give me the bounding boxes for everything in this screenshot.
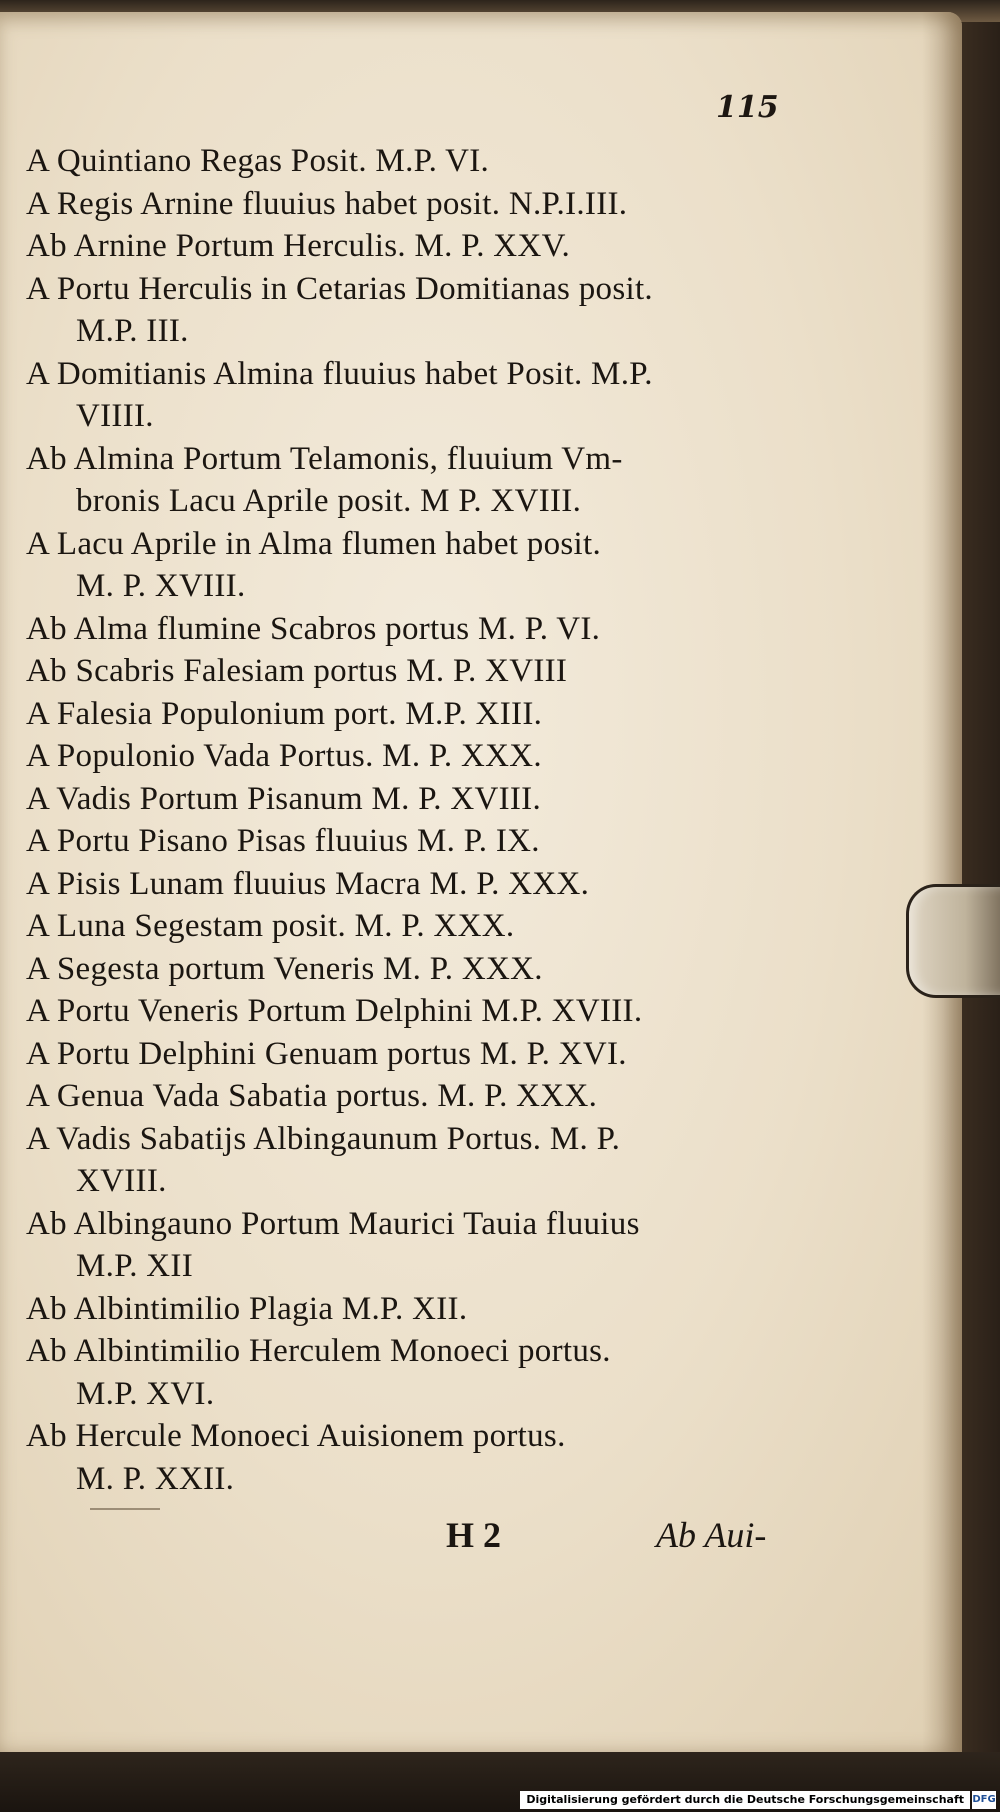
text-line: A Lacu Aprile in Alma flumen habet posit. (26, 525, 602, 562)
text-line: A Portu Veneris Portum Delphini M.P. XVIII. (26, 993, 643, 1029)
text-line: A Domitianis Almina fluuius habet Posit. M.P. (26, 355, 653, 392)
text-line: A Quintiano Regas Posit. M.P. VI. (26, 143, 490, 179)
text-line: Ab Albintimilio Plagia M.P. XII. (26, 1290, 468, 1327)
text-line: M. P. XXII. (76, 1460, 235, 1497)
text-line: Ab Albingauno Portum Maurici Tauia fluuius (26, 1205, 640, 1242)
text-line: M.P. XVI. (76, 1375, 215, 1412)
text-line: bronis Lacu Aprile posit. M P. XVIII. (76, 483, 582, 519)
text-line: VIIII. (76, 398, 154, 434)
text-line: A Genua Vada Sabatia portus. M. P. XXX. (26, 1078, 598, 1114)
page-number: 115 (716, 90, 779, 125)
text-line: Ab Arnine Portum Herculis. M. P. XXV. (26, 228, 570, 264)
book-clasp (906, 884, 1000, 998)
text-line: A Populonio Vada Portus. M. P. XXX. (26, 738, 542, 774)
text-line: XVIII. (76, 1163, 167, 1199)
text-line: A Regis Arnine fluuius habet posit. N.P.I.III. (26, 185, 628, 222)
text-line: Ab Scabris Falesiam portus M. P. XVIII (26, 653, 568, 689)
book-page (0, 12, 962, 1752)
text-line: A Pisis Lunam fluuius Macra M. P. XXX. (26, 865, 590, 902)
text-line: A Vadis Sabatijs Albingaunum Portus. M. P. (26, 1120, 621, 1157)
ink-stroke (90, 1508, 160, 1510)
text-line: Ab Hercule Monoeci Auisionem portus. (26, 1418, 566, 1454)
text-line: A Portu Herculis in Cetarias Domitianas posit. (26, 270, 653, 307)
text-line: A Vadis Portum Pisanum M. P. XVIII. (26, 780, 542, 817)
signature-mark: H 2 (446, 1515, 502, 1555)
text-line: Ab Almina Portum Telamonis, fluuium Vm- (26, 440, 623, 477)
page-gutter-shadow (922, 12, 962, 1752)
text-line: A Falesia Populonium port. M.P. XIII. (26, 695, 543, 732)
text-line: M.P. III. (76, 313, 189, 349)
digitization-credit: Digitalisierung gefördert durch die Deutsche Forschungsgemeinschaft (520, 1791, 970, 1809)
text-line: Ab Alma flumine Scabros portus M. P. VI. (26, 610, 601, 647)
text-line: M.P. XII (76, 1248, 193, 1284)
text-line: Ab Albintimilio Herculem Monoeci portus. (26, 1333, 611, 1369)
text-line: M. P. XVIII. (76, 568, 246, 604)
text-line: A Portu Delphini Genuam portus M. P. XVI. (26, 1035, 627, 1072)
text-line: A Luna Segestam posit. M. P. XXX. (26, 908, 515, 944)
text-line: A Segesta portum Veneris M. P. XXX. (26, 950, 543, 987)
text-line: A Portu Pisano Pisas fluuius M. P. IX. (26, 823, 540, 859)
catchword: Ab Aui- (656, 1515, 767, 1555)
dfg-logo: DFG (972, 1791, 996, 1809)
text-block (26, 140, 786, 1500)
